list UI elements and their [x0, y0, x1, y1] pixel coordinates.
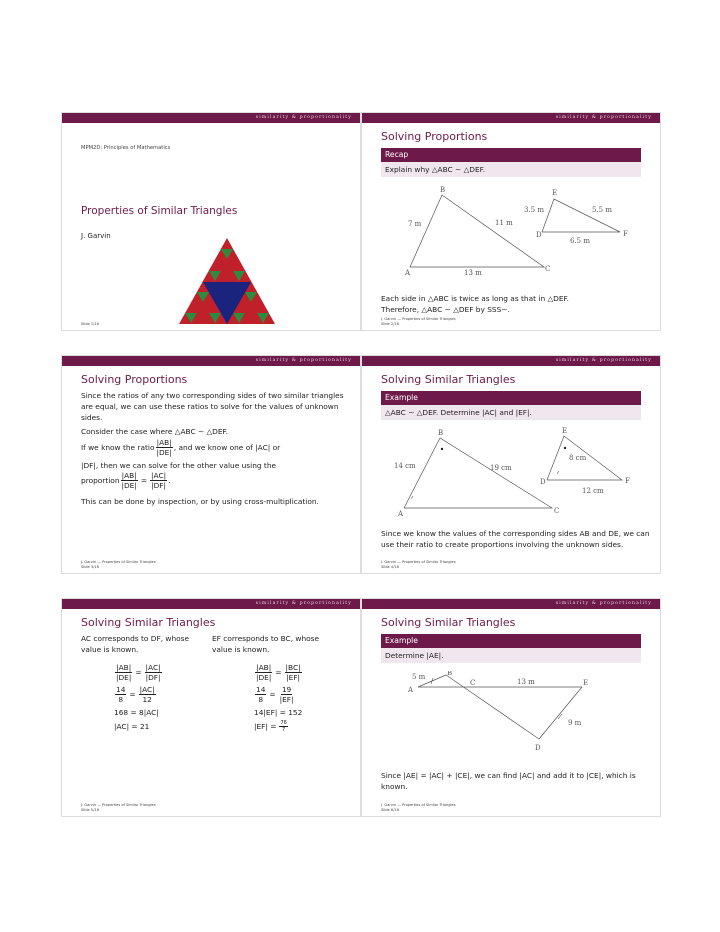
block-body: Explain why △ABC ∼ △DEF. [381, 162, 641, 177]
vertex-d: D [540, 478, 546, 486]
left-solution: $\frac{|AB|}{|DE|}$ = $\frac{|AC|}{|DF|}$ $\frac{14}{8}$ = $\frac{|AC|}{12}$ 168 = 8|AC| |AC| = 21 [114, 661, 163, 733]
block-body: △ABC ∼ △DEF. Determine |AC| and |EF|. [381, 405, 641, 420]
vertex-b: B [440, 186, 446, 194]
slide-number: Slide 3/16 [81, 565, 99, 569]
right-solution: $\frac{|AB|}{|DE|}$ = $\frac{|BC|}{|EF|}$ $\frac{14}{8}$ = $\frac{19}{|EF|}$ 14|EF| = 152 |EF| = $\frac{76}{7}$ [254, 662, 303, 733]
similar-triangles-figure [392, 426, 637, 516]
right-result: |EF| = $\frac{76}{7}$ [254, 719, 287, 733]
recap-block [381, 148, 641, 177]
label-ab: 7 m [408, 220, 422, 228]
vertex-c: C [554, 507, 560, 515]
left-step-3: 168 = 8|AC| [114, 707, 159, 717]
vertex-d: D [536, 231, 542, 239]
slide-header: similarity & proportionality [62, 356, 360, 366]
label-df: 12 cm [582, 487, 604, 495]
slide-title: Solving Proportions [81, 373, 188, 386]
slide-number: Slide 5/16 [81, 808, 99, 812]
slide-1 [61, 112, 361, 331]
block-heading: Example [381, 391, 641, 405]
fraction-ab-de [121, 471, 138, 490]
paragraph-1: Since |AE| = |AC| + |CE|, we can find |AC| and add it to |CE|, which is known. [381, 771, 636, 791]
denominator: |DF| [151, 480, 167, 490]
block-heading: Recap [381, 148, 641, 162]
equals-sign: = [140, 475, 148, 485]
course-name: MPM2D: Principles of Mathematics [81, 145, 171, 151]
triangle-def [542, 199, 620, 232]
slide-title: Solving Similar Triangles [381, 373, 516, 386]
label-ac: 13 m [464, 269, 482, 275]
paragraph-1: Since we know the values of the corresponding sides AB and DE, we can use their ratio to create proportions involving the unknown sides. [381, 529, 650, 549]
slide-title: Solving Proportions [381, 130, 488, 143]
vertex-c: C [470, 679, 476, 687]
slide-4 [361, 355, 661, 574]
label-de: 8 cm [569, 454, 587, 462]
numerator: |AB| [156, 437, 172, 447]
footer-author: J. Garvin — Properties of Similar Triangles [381, 317, 456, 321]
denominator: |DE| [156, 447, 172, 457]
vertex-e: E [583, 679, 589, 687]
vertex-e: E [552, 189, 558, 197]
vertex-e: E [562, 427, 568, 435]
footer-author: J. Garvin — Properties of Similar Triangles [81, 803, 156, 807]
similar-triangles-figure [402, 185, 632, 275]
numerator: |AC| [151, 470, 167, 480]
slide-title: Solving Similar Triangles [381, 616, 516, 629]
slide-header: similarity & proportionality [62, 599, 360, 609]
right-column-heading: EF corresponds to BC, whose value is known. [212, 634, 320, 654]
slide-number: Slide 1/16 [81, 322, 99, 326]
slide-number: Slide 2/16 [381, 322, 399, 326]
triangle-abc [404, 438, 552, 508]
sierpinski-triangle-image [177, 236, 277, 326]
slide-header: similarity & proportionality [62, 113, 360, 123]
left-result: |AC| = 21 [114, 721, 150, 731]
label-de: 3.5 m [524, 206, 544, 214]
paragraph-4: This can be done by inspection, or by using cross-multiplication. [81, 497, 319, 506]
paragraph-3c: |DF|, then we can solve for the other value using the [81, 461, 277, 470]
explanation-line-2: Therefore, △ABC ∼ △DEF by SSS∼. [381, 305, 510, 314]
crossing-triangles-figure [402, 671, 622, 753]
label-ab: 14 cm [394, 462, 416, 470]
vertex-f: F [625, 477, 630, 485]
footer-author: J. Garvin — Properties of Similar Triangles [381, 560, 456, 564]
ratio-text-a: If we know the ratio [81, 442, 155, 452]
ratio-text-b: , and we know one of |AC| or [173, 442, 281, 452]
footer-author: J. Garvin — Properties of Similar Triangles [381, 803, 456, 807]
presentation-title: Properties of Similar Triangles [81, 205, 238, 217]
vertex-a: A [408, 686, 414, 694]
right-step-3: 14|EF| = 152 [254, 707, 303, 717]
slide-header: similarity & proportionality [362, 113, 660, 123]
label-bc: 11 m [495, 219, 513, 227]
vertex-f: F [623, 230, 628, 238]
slide-2 [361, 112, 661, 331]
label-ef: 5.5 m [592, 206, 612, 214]
slide-6 [361, 598, 661, 817]
proportion-text: proportion [81, 475, 120, 485]
ratio-line [81, 436, 351, 458]
slide-3 [61, 355, 361, 574]
presentation-author: J. Garvin [81, 232, 111, 240]
slide-number: Slide 4/16 [381, 565, 399, 569]
left-column-heading: AC corresponds to DF, whose value is known. [81, 634, 190, 654]
denominator: |DE| [121, 480, 137, 490]
label-bc: 5 m [412, 673, 426, 681]
vertex-a: A [398, 510, 404, 516]
slide-number: Slide 6/16 [381, 808, 399, 812]
footer-author: J. Garvin — Properties of Similar Triangles [81, 560, 156, 564]
block-heading: Example [381, 634, 641, 648]
vertex-c: C [545, 265, 551, 273]
label-bc: 19 cm [490, 464, 512, 472]
slide-header: similarity & proportionality [362, 599, 660, 609]
proportion-line [81, 469, 170, 491]
vertex-d: D [535, 744, 541, 752]
paragraph-1: Since the ratios of any two corresponding sides of two similar triangles are equal, we can use these ratios to solve for the values of unknown sides. [81, 391, 344, 422]
numerator: |AB| [121, 470, 137, 480]
slide-header: similarity & proportionality [362, 356, 660, 366]
block-body: Determine |AE|. [381, 648, 641, 663]
slide-5 [61, 598, 361, 817]
explanation-line-1: Each side in △ABC is twice as long as that in △DEF. [381, 294, 569, 303]
label-de: 9 m [568, 719, 582, 727]
label-ce: 13 m [517, 678, 535, 686]
vertex-b: B [438, 429, 444, 437]
vertex-a: A [405, 269, 411, 275]
period: . [168, 475, 171, 485]
vertex-b: B [447, 671, 453, 677]
paragraph-2: Consider the case where △ABC ∼ △DEF. [81, 427, 228, 436]
fraction-ac-df [150, 471, 167, 490]
slide-title: Solving Similar Triangles [81, 616, 216, 629]
example-block [381, 391, 641, 420]
label-df: 6.5 m [570, 237, 590, 245]
example-block [381, 634, 641, 663]
ratio-fraction [155, 438, 172, 457]
